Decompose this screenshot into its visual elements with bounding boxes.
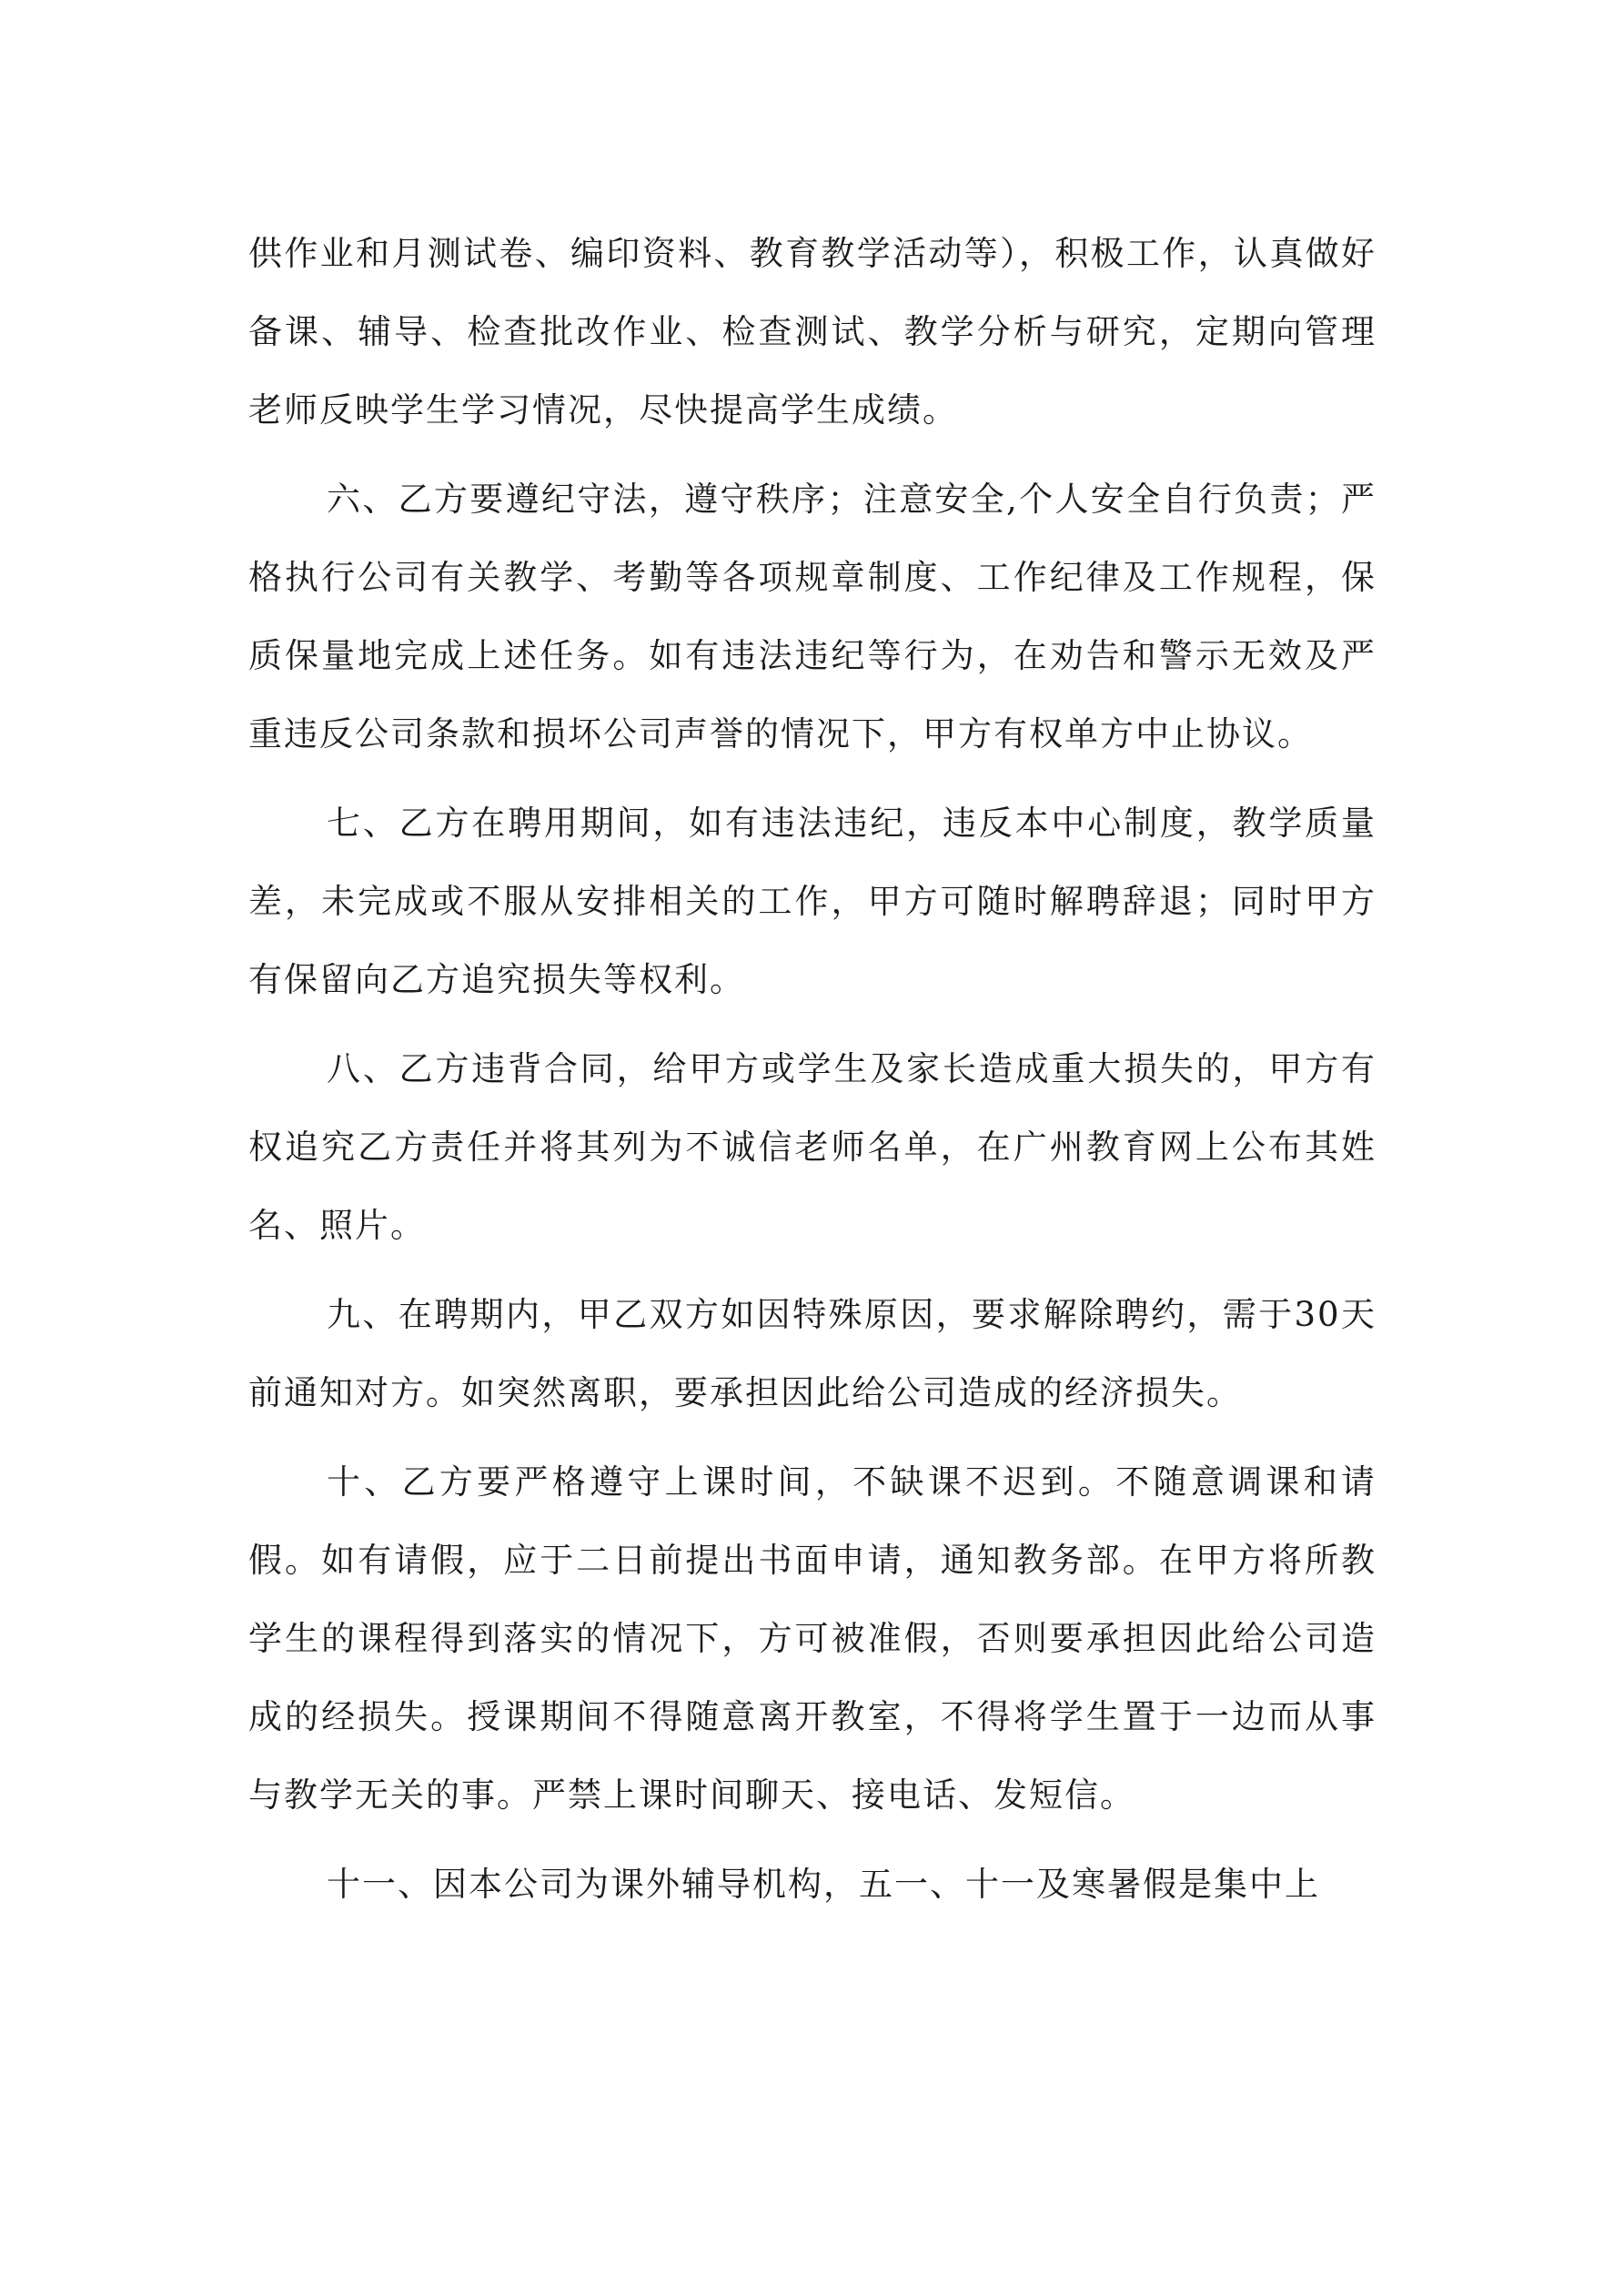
paragraph-clause-9: 九、在聘期内，甲乙双方如因特殊原因，要求解除聘约，需于30天前通知对方。如突然离职，要承担因此给公司造成的经济损失。 xyxy=(248,1295,1377,1412)
paragraph-clause-8: 八、乙方违背合同，给甲方或学生及家长造成重大损失的，甲方有权追究乙方责任并将其列为不诚信老师名单，在广州教育网上公布其姓名、照片。 xyxy=(248,1049,1377,1245)
paragraph-clause-6: 六、乙方要遵纪守法，遵守秩序；注意安全,个人安全自行负责；严格执行公司有关教学、考勤等各项规章制度、工作纪律及工作规程，保质保量地完成上述任务。如有违法违纪等行为，在劝告和警示无效及严重违反公司条款和损坏公司声誉的情况下，甲方有权单方中止协议。 xyxy=(248,480,1377,754)
paragraph-continuation: 供作业和月测试卷、编印资料、教育教学活动等），积极工作，认真做好备课、辅导、检查批改作业、检查测试、教学分析与研究，定期向管理老师反映学生学习情况，尽快提高学生成绩。 xyxy=(248,234,1377,430)
document-body xyxy=(248,215,1377,1935)
paragraph-clause-10: 十、乙方要严格遵守上课时间，不缺课不迟到。不随意调课和请假。如有请假，应于二日前提出书面申请，通知教务部。在甲方将所教学生的课程得到落实的情况下，方可被准假，否则要承担因此给公司造成的经损失。授课期间不得随意离开教室，不得将学生置于一边而从事与教学无关的事。严禁上课时间聊天、接电话、发短信。 xyxy=(248,1462,1377,1815)
paragraph-clause-11: 十一、因本公司为课外辅导机构，五一、十一及寒暑假是集中上 xyxy=(327,1865,1320,1904)
paragraph-clause-7: 七、乙方在聘用期间，如有违法违纪，违反本中心制度，教学质量差，未完成或不服从安排相关的工作，甲方可随时解聘辞退；同时甲方有保留向乙方追究损失等权利。 xyxy=(248,804,1377,999)
